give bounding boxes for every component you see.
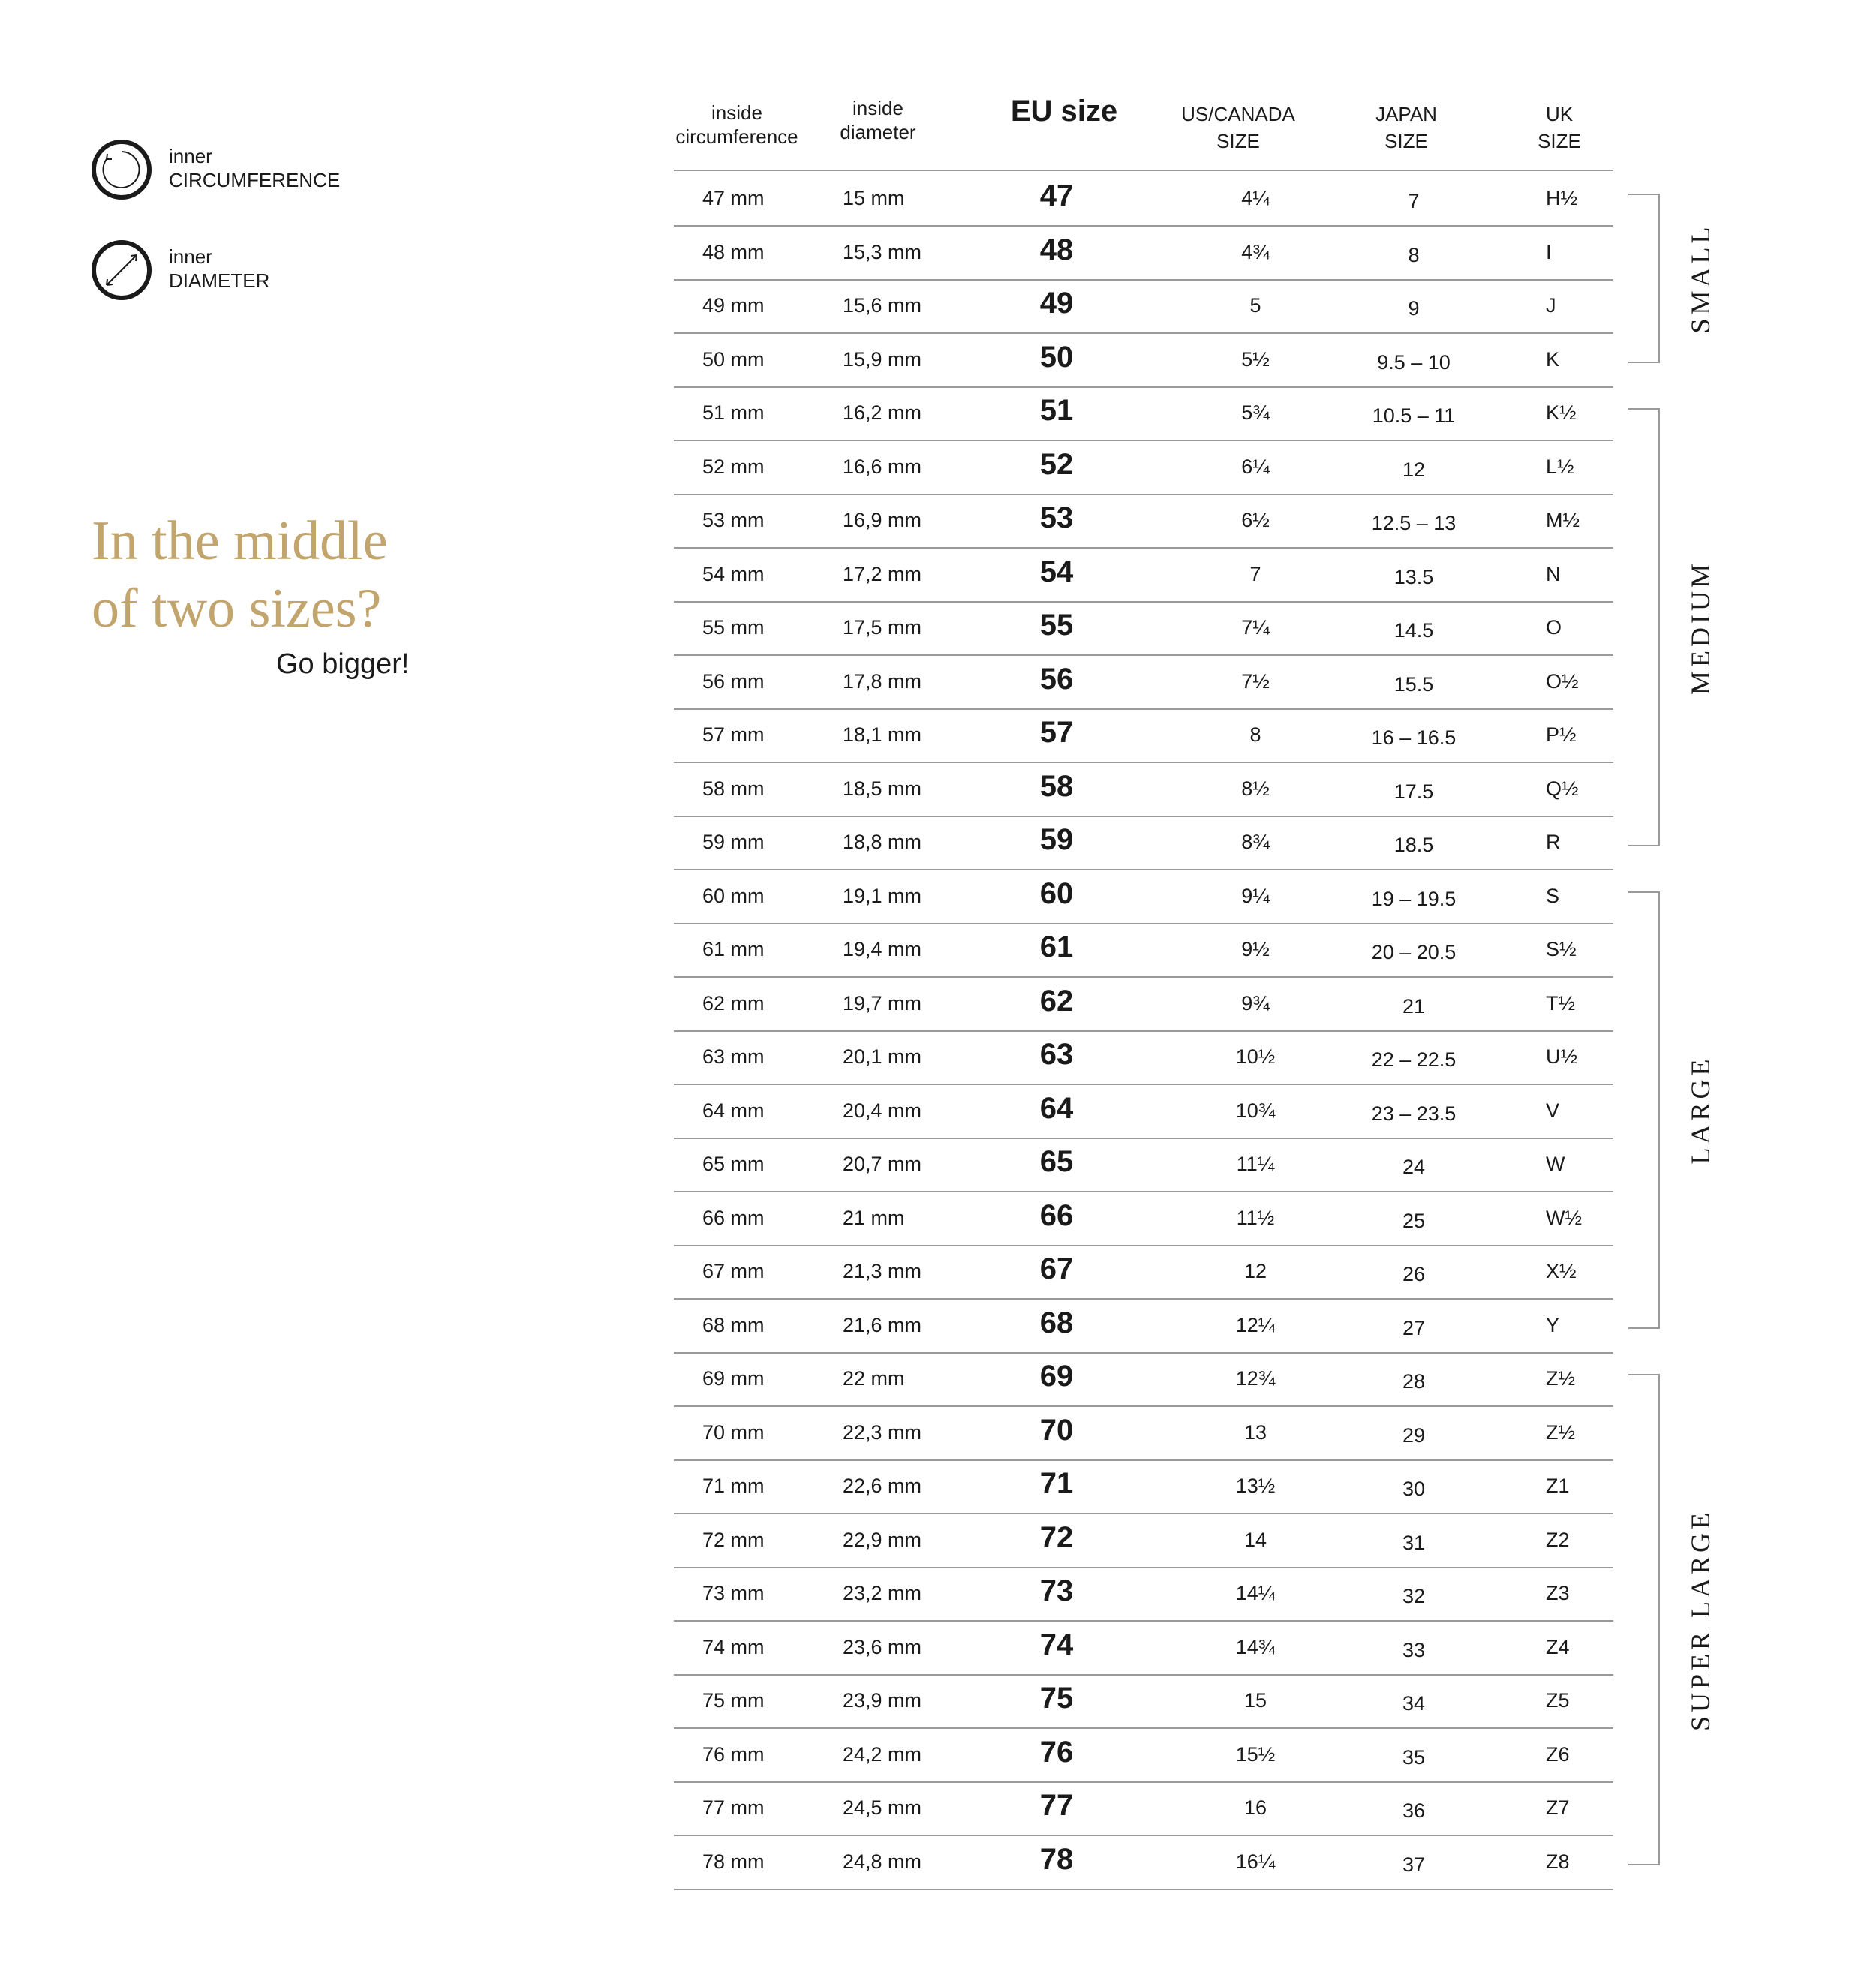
cell-us-canada-size: 6¼ — [1241, 455, 1270, 478]
table-row — [674, 278, 1613, 334]
cell-uk-size: W — [1546, 1153, 1565, 1175]
cell-japan-size: 14.5 — [1393, 619, 1434, 642]
cell-inside-diameter: 18,8 mm — [843, 831, 922, 853]
cell-inside-diameter: 20,1 mm — [843, 1045, 922, 1068]
cell-us-canada-size: 14 — [1243, 1528, 1267, 1551]
cell-inside-circumference: 51 mm — [702, 401, 765, 424]
cell-eu-size: 48 — [1039, 233, 1074, 266]
cell-eu-size: 60 — [1039, 876, 1074, 910]
cell-eu-size: 56 — [1039, 662, 1074, 696]
cell-japan-size: 23 – 23.5 — [1371, 1102, 1457, 1125]
cell-eu-size: 63 — [1039, 1038, 1074, 1071]
cell-uk-size: L½ — [1546, 455, 1574, 478]
cell-inside-diameter: 19,4 mm — [843, 938, 922, 960]
cell-us-canada-size: 16 — [1243, 1796, 1267, 1819]
cell-inside-diameter: 17,8 mm — [843, 669, 922, 693]
cell-japan-size: 12.5 – 13 — [1371, 512, 1457, 534]
legend-diameter-line1: inner — [169, 245, 212, 268]
cell-uk-size: Z3 — [1546, 1582, 1570, 1604]
cell-us-canada-size: 10¾ — [1235, 1099, 1276, 1122]
cell-uk-size: X½ — [1546, 1260, 1577, 1282]
group-bracket — [1628, 891, 1660, 1330]
cell-eu-size: 66 — [1039, 1198, 1074, 1232]
group-bracket — [1628, 194, 1660, 363]
cell-inside-circumference: 77 mm — [702, 1796, 765, 1819]
group-label-medium: MEDIUM — [1685, 559, 1715, 695]
cell-inside-circumference: 69 mm — [702, 1367, 765, 1390]
cell-eu-size: 50 — [1039, 340, 1074, 374]
cell-japan-size: 17.5 — [1393, 780, 1434, 803]
header-uk-line2: SIZE — [1538, 130, 1581, 152]
cell-uk-size: Z8 — [1546, 1850, 1570, 1873]
cell-eu-size: 53 — [1039, 501, 1074, 534]
cell-uk-size: Z2 — [1546, 1528, 1570, 1551]
cell-inside-diameter: 17,2 mm — [843, 562, 922, 585]
cell-us-canada-size: 12 — [1243, 1260, 1267, 1282]
cell-inside-circumference: 59 mm — [702, 831, 765, 853]
cell-inside-circumference: 73 mm — [702, 1582, 765, 1604]
cell-japan-size: 10.5 – 11 — [1372, 404, 1456, 427]
cell-inside-diameter: 17,5 mm — [843, 616, 922, 639]
header-us-canada — [1171, 101, 1306, 155]
cell-eu-size: 65 — [1039, 1145, 1074, 1178]
cell-inside-diameter: 24,8 mm — [843, 1850, 922, 1873]
cell-us-canada-size: 14¾ — [1235, 1635, 1276, 1658]
cell-japan-size: 30 — [1402, 1477, 1426, 1500]
cell-japan-size: 18.5 — [1393, 834, 1434, 856]
cell-us-canada-size: 11¼ — [1236, 1153, 1275, 1175]
header-us-line1: US/CANADA — [1181, 103, 1295, 125]
cell-uk-size: H½ — [1546, 187, 1578, 209]
header-circumference-line2: circumference — [675, 125, 798, 148]
cell-japan-size: 20 – 20.5 — [1371, 941, 1457, 963]
table-row — [674, 1513, 1613, 1568]
cell-eu-size: 69 — [1039, 1360, 1074, 1393]
cell-eu-size: 58 — [1039, 769, 1074, 803]
cell-us-canada-size: 8 — [1249, 723, 1261, 746]
cell-japan-size: 7 — [1408, 190, 1420, 212]
cell-eu-size: 77 — [1039, 1789, 1074, 1822]
cell-japan-size: 9.5 – 10 — [1377, 350, 1451, 374]
tagline-line1: In the middle — [92, 510, 388, 572]
cell-inside-circumference: 68 mm — [702, 1313, 765, 1336]
cell-eu-size: 68 — [1039, 1306, 1074, 1339]
cell-eu-size: 51 — [1039, 394, 1074, 427]
cell-japan-size: 24 — [1402, 1156, 1426, 1178]
table-row — [674, 1084, 1613, 1139]
cell-us-canada-size: 13 — [1243, 1420, 1267, 1444]
cell-inside-diameter: 20,7 mm — [843, 1153, 922, 1175]
cell-japan-size: 35 — [1402, 1745, 1426, 1769]
header-us-line2: SIZE — [1216, 130, 1260, 152]
cell-uk-size: O½ — [1546, 669, 1579, 693]
table-row — [674, 815, 1613, 870]
cell-inside-circumference: 70 mm — [702, 1420, 765, 1444]
table-row — [674, 708, 1613, 763]
cell-inside-diameter: 21 mm — [843, 1206, 905, 1229]
table-row — [674, 440, 1613, 495]
cell-uk-size: I — [1546, 240, 1552, 263]
table-row — [674, 171, 1613, 227]
cell-uk-size: Z6 — [1546, 1742, 1570, 1766]
cell-inside-circumference: 58 mm — [702, 777, 765, 800]
cell-eu-size: 72 — [1039, 1520, 1074, 1554]
cell-japan-size: 8 — [1408, 243, 1420, 266]
header-circumference-line1: inside — [711, 101, 762, 124]
cell-inside-diameter: 16,9 mm — [843, 509, 922, 531]
cell-eu-size: 67 — [1039, 1252, 1074, 1285]
cell-uk-size: T½ — [1546, 991, 1576, 1015]
table-row — [674, 386, 1613, 441]
cell-uk-size: M½ — [1546, 509, 1580, 531]
cell-uk-size: Z5 — [1546, 1689, 1570, 1712]
cell-us-canada-size: 15½ — [1235, 1742, 1276, 1766]
diameter-ring-icon — [92, 240, 152, 300]
cell-uk-size: Z½ — [1546, 1420, 1576, 1444]
cell-eu-size: 57 — [1039, 716, 1074, 749]
cell-uk-size: O — [1546, 616, 1562, 639]
cell-inside-diameter: 16,6 mm — [843, 455, 922, 478]
cell-uk-size: U½ — [1546, 1045, 1578, 1068]
header-japan-line1: JAPAN — [1375, 103, 1437, 125]
cell-us-canada-size: 7¼ — [1241, 616, 1270, 639]
cell-uk-size: K — [1546, 347, 1560, 371]
cell-us-canada-size: 10½ — [1235, 1045, 1276, 1068]
cell-inside-diameter: 15,6 mm — [843, 294, 922, 317]
cell-eu-size: 76 — [1039, 1735, 1074, 1769]
cell-eu-size: 49 — [1039, 287, 1074, 320]
header-diameter-line1: inside — [852, 97, 903, 119]
cell-japan-size: 36 — [1402, 1799, 1426, 1822]
header-uk-line1: UK — [1545, 103, 1574, 125]
cell-japan-size: 27 — [1402, 1316, 1426, 1339]
cell-inside-circumference: 76 mm — [702, 1742, 765, 1766]
table-row — [674, 1620, 1613, 1676]
cell-us-canada-size: 9¾ — [1241, 991, 1270, 1015]
cell-us-canada-size: 7½ — [1241, 669, 1270, 693]
cell-inside-circumference: 48 mm — [702, 240, 765, 263]
table-row — [674, 869, 1613, 924]
cell-inside-diameter: 23,2 mm — [843, 1582, 922, 1604]
table-row — [674, 1405, 1613, 1461]
cell-inside-circumference: 47 mm — [702, 187, 765, 209]
cell-us-canada-size: 4¼ — [1241, 187, 1270, 209]
legend-circumference-text — [169, 144, 340, 192]
table-row — [674, 600, 1613, 656]
cell-japan-size: 19 – 19.5 — [1371, 887, 1457, 910]
table-row — [674, 1244, 1613, 1300]
table-row — [674, 1727, 1613, 1783]
cell-us-canada-size: 9½ — [1241, 938, 1270, 960]
cell-eu-size: 75 — [1039, 1682, 1074, 1715]
table-row — [674, 225, 1613, 281]
cell-inside-circumference: 55 mm — [702, 616, 765, 639]
cell-inside-circumference: 54 mm — [702, 562, 765, 585]
cell-eu-size: 47 — [1039, 179, 1074, 212]
cell-japan-size: 15.5 — [1393, 672, 1434, 696]
cell-inside-diameter: 19,1 mm — [843, 884, 922, 907]
cell-us-canada-size: 16¼ — [1235, 1850, 1276, 1873]
cell-inside-diameter: 18,1 mm — [843, 723, 922, 746]
header-uk — [1514, 101, 1604, 155]
cell-eu-size: 52 — [1039, 447, 1074, 481]
cell-inside-circumference: 57 mm — [702, 723, 765, 746]
cell-uk-size: W½ — [1546, 1206, 1583, 1229]
cell-inside-diameter: 21,6 mm — [843, 1313, 922, 1336]
cell-uk-size: Q½ — [1546, 777, 1579, 800]
cell-inside-diameter: 22 mm — [843, 1367, 905, 1390]
cell-uk-size: S½ — [1546, 938, 1577, 960]
cell-inside-diameter: 15 mm — [843, 187, 905, 209]
cell-japan-size: 13.5 — [1393, 565, 1434, 588]
group-label-large: LARGE — [1685, 1055, 1715, 1165]
cell-us-canada-size: 12¾ — [1235, 1367, 1276, 1390]
cell-inside-circumference: 74 mm — [702, 1635, 765, 1658]
cell-japan-size: 21 — [1402, 994, 1426, 1018]
cell-inside-diameter: 15,9 mm — [843, 347, 922, 371]
cell-inside-diameter: 22,3 mm — [843, 1420, 922, 1444]
cell-eu-size: 74 — [1039, 1628, 1074, 1661]
cell-inside-diameter: 24,5 mm — [843, 1796, 922, 1819]
cell-uk-size: V — [1546, 1099, 1560, 1122]
cell-japan-size: 9 — [1408, 297, 1420, 320]
cell-us-canada-size: 13½ — [1235, 1474, 1276, 1497]
table-row — [674, 922, 1613, 978]
header-circumference — [674, 101, 800, 149]
cell-eu-size: 64 — [1039, 1091, 1074, 1125]
tagline-line2: of two sizes? — [92, 578, 382, 639]
header-japan — [1346, 101, 1466, 155]
cell-us-canada-size: 12¼ — [1235, 1313, 1276, 1336]
cell-eu-size: 55 — [1039, 609, 1074, 642]
table-row — [674, 1459, 1613, 1514]
table-row — [674, 1566, 1613, 1622]
cell-us-canada-size: 8¾ — [1241, 831, 1270, 853]
table-row — [674, 1781, 1613, 1836]
cell-uk-size: Z½ — [1546, 1367, 1576, 1390]
cell-eu-size: 62 — [1039, 984, 1074, 1018]
table-row — [674, 762, 1613, 817]
cell-uk-size: R — [1546, 831, 1561, 853]
cell-uk-size: K½ — [1546, 401, 1577, 424]
cell-inside-circumference: 62 mm — [702, 991, 765, 1015]
cell-japan-size: 12 — [1402, 458, 1426, 481]
header-diameter-line2: diameter — [840, 121, 916, 143]
table-row — [674, 1351, 1613, 1407]
header-diameter — [833, 96, 923, 144]
cell-us-canada-size: 8½ — [1241, 777, 1270, 800]
cell-japan-size: 37 — [1402, 1853, 1426, 1876]
cell-inside-diameter: 18,5 mm — [843, 777, 922, 800]
cell-us-canada-size: 14¼ — [1235, 1582, 1276, 1604]
cell-japan-size: 31 — [1402, 1531, 1426, 1554]
cell-uk-size: Z7 — [1546, 1796, 1570, 1819]
cell-inside-circumference: 72 mm — [702, 1528, 765, 1551]
table-row — [674, 1835, 1613, 1890]
cell-uk-size: P½ — [1546, 723, 1577, 746]
cell-inside-circumference: 71 mm — [702, 1474, 765, 1497]
cell-inside-diameter: 23,9 mm — [843, 1689, 922, 1712]
cell-japan-size: 32 — [1402, 1585, 1426, 1607]
table-row — [674, 976, 1613, 1032]
cell-eu-size: 70 — [1039, 1413, 1074, 1447]
cell-inside-diameter: 22,9 mm — [843, 1528, 922, 1551]
cell-us-canada-size: 5¾ — [1241, 401, 1270, 424]
cell-us-canada-size: 4¾ — [1241, 240, 1270, 263]
cell-inside-diameter: 19,7 mm — [843, 991, 922, 1015]
cell-inside-circumference: 65 mm — [702, 1153, 765, 1175]
cell-inside-circumference: 78 mm — [702, 1850, 765, 1873]
cell-inside-circumference: 66 mm — [702, 1206, 765, 1229]
cell-inside-circumference: 52 mm — [702, 455, 765, 478]
table-row — [674, 1137, 1613, 1192]
cell-japan-size: 22 – 22.5 — [1371, 1048, 1457, 1071]
cell-inside-diameter: 24,2 mm — [843, 1742, 922, 1766]
cell-japan-size: 29 — [1402, 1423, 1426, 1447]
cell-eu-size: 78 — [1039, 1842, 1074, 1876]
cell-inside-circumference: 61 mm — [702, 938, 765, 960]
cell-uk-size: Z4 — [1546, 1635, 1570, 1658]
table-row — [674, 1030, 1613, 1085]
cell-eu-size: 54 — [1039, 555, 1074, 588]
cell-japan-size: 16 – 16.5 — [1371, 726, 1457, 749]
table-row — [674, 1298, 1613, 1354]
cell-uk-size: Y — [1546, 1313, 1560, 1336]
cell-us-canada-size: 5 — [1249, 294, 1261, 317]
group-label-super-large: SUPER LARGE — [1685, 1508, 1715, 1731]
group-bracket — [1628, 1374, 1660, 1865]
cell-us-canada-size: 11½ — [1236, 1206, 1275, 1229]
tagline-sub: Go bigger! — [276, 648, 410, 680]
cell-eu-size: 61 — [1039, 930, 1074, 963]
table-row — [674, 332, 1613, 388]
cell-inside-diameter: 22,6 mm — [843, 1474, 922, 1497]
cell-eu-size: 73 — [1039, 1574, 1074, 1607]
cell-japan-size: 26 — [1402, 1263, 1426, 1285]
group-label-small: SMALL — [1685, 223, 1715, 334]
cell-inside-circumference: 56 mm — [702, 669, 765, 693]
cell-us-canada-size: 9¼ — [1241, 884, 1270, 907]
circumference-ring-icon — [92, 140, 152, 200]
cell-us-canada-size: 6½ — [1241, 509, 1270, 531]
header-japan-line2: SIZE — [1384, 130, 1428, 152]
table-row — [674, 654, 1613, 710]
cell-inside-circumference: 49 mm — [702, 294, 765, 317]
cell-inside-diameter: 23,6 mm — [843, 1635, 922, 1658]
table-row — [674, 1673, 1613, 1729]
legend-circumference-line1: inner — [169, 145, 212, 167]
cell-inside-diameter: 21,3 mm — [843, 1260, 922, 1282]
group-bracket — [1628, 408, 1660, 846]
table-row — [674, 1191, 1613, 1246]
cell-japan-size: 25 — [1402, 1209, 1426, 1232]
cell-inside-circumference: 63 mm — [702, 1045, 765, 1068]
cell-uk-size: Z1 — [1546, 1474, 1570, 1497]
cell-inside-diameter: 16,2 mm — [843, 401, 922, 424]
cell-inside-circumference: 67 mm — [702, 1260, 765, 1282]
cell-inside-circumference: 60 mm — [702, 884, 765, 907]
table-row — [674, 493, 1613, 549]
cell-us-canada-size: 15 — [1243, 1689, 1267, 1712]
cell-japan-size: 33 — [1402, 1638, 1426, 1661]
header-eu-size: EU size — [1010, 95, 1118, 128]
cell-inside-circumference: 53 mm — [702, 509, 765, 531]
cell-uk-size: N — [1546, 562, 1561, 585]
cell-inside-diameter: 20,4 mm — [843, 1099, 922, 1122]
legend-circumference-line2: CIRCUMFERENCE — [169, 169, 341, 191]
cell-uk-size: S — [1546, 884, 1560, 907]
cell-japan-size: 34 — [1402, 1692, 1426, 1715]
table-row — [674, 547, 1613, 603]
cell-inside-circumference: 75 mm — [702, 1689, 765, 1712]
cell-eu-size: 59 — [1039, 823, 1074, 856]
cell-japan-size: 28 — [1402, 1370, 1426, 1393]
cell-us-canada-size: 5½ — [1241, 347, 1270, 371]
legend-diameter-line2: DIAMETER — [169, 269, 270, 292]
cell-uk-size: J — [1546, 294, 1556, 317]
legend-diameter-text — [169, 245, 269, 293]
tagline — [92, 507, 388, 642]
cell-inside-circumference: 50 mm — [702, 347, 765, 371]
cell-inside-diameter: 15,3 mm — [843, 240, 922, 263]
cell-inside-circumference: 64 mm — [702, 1099, 765, 1122]
cell-us-canada-size: 7 — [1249, 562, 1261, 585]
cell-eu-size: 71 — [1039, 1467, 1074, 1500]
